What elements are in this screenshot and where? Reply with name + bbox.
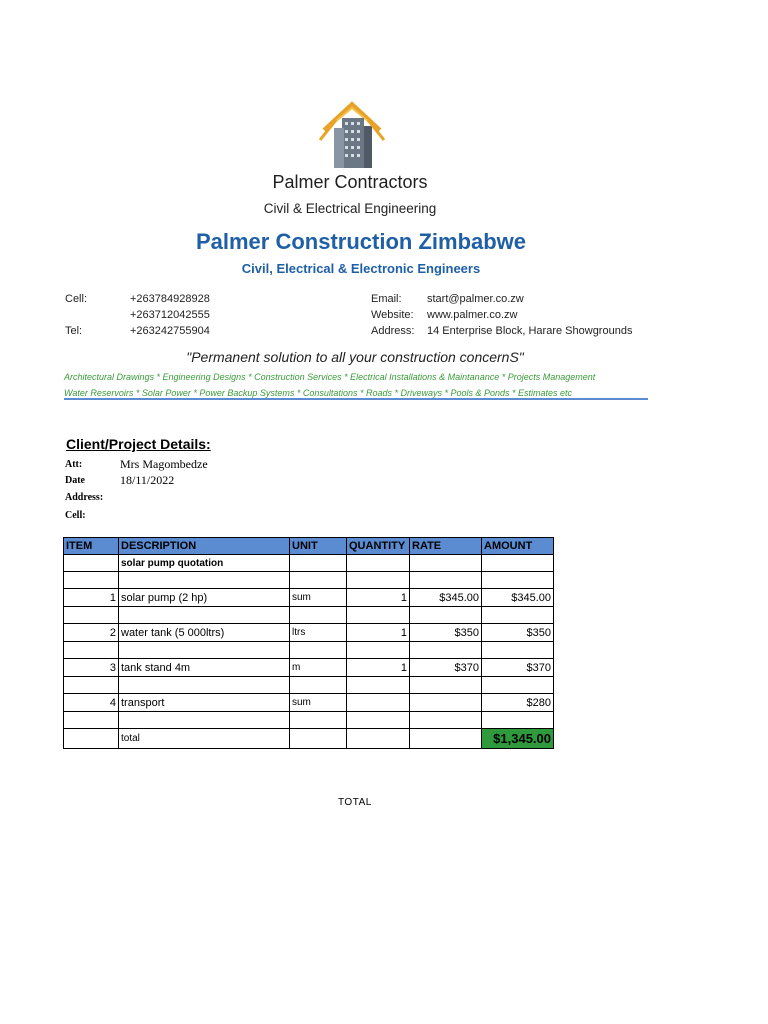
website-value: www.palmer.co.zw bbox=[427, 309, 518, 321]
total-label: total bbox=[119, 729, 290, 749]
table-row bbox=[64, 555, 554, 572]
date-value: 18/11/2022 bbox=[120, 473, 175, 487]
item-rate: $370 bbox=[410, 659, 482, 677]
header-divider bbox=[64, 398, 648, 400]
date-label: Date bbox=[65, 475, 85, 486]
company-name: Palmer Construction Zimbabwe bbox=[195, 229, 527, 254]
item-rate: $350 bbox=[410, 624, 482, 642]
table-row bbox=[64, 607, 554, 624]
item-description: water tank (5 000ltrs) bbox=[119, 624, 290, 642]
item-description: tank stand 4m bbox=[119, 659, 290, 677]
address-value: 14 Enterprise Block, Harare Showgrounds bbox=[427, 325, 633, 337]
table-row bbox=[64, 572, 554, 589]
table-row bbox=[64, 642, 554, 659]
table-row bbox=[64, 712, 554, 729]
quotation-heading: solar pump quotation bbox=[119, 555, 290, 572]
total-amount: $1,345.00 bbox=[482, 729, 554, 749]
brand-subtitle: Civil & Electrical Engineering bbox=[263, 201, 437, 216]
item-number: 2 bbox=[64, 624, 119, 642]
tel-label: Tel: bbox=[65, 325, 83, 337]
item-quantity: 1 bbox=[347, 659, 410, 677]
item-description: solar pump (2 hp) bbox=[119, 589, 290, 607]
header-quantity: QUANTITY bbox=[347, 538, 410, 555]
header-amount: AMOUNT bbox=[482, 538, 554, 555]
brand-name: Palmer Contractors bbox=[272, 172, 428, 192]
client-address-label: Address: bbox=[65, 492, 104, 503]
table-row bbox=[64, 694, 554, 712]
header-item: ITEM bbox=[64, 538, 119, 555]
item-rate: $345.00 bbox=[410, 589, 482, 607]
att-value: Mrs Magombedze bbox=[120, 457, 208, 471]
website-label: Website: bbox=[371, 309, 414, 321]
att-label: Att: bbox=[65, 459, 83, 470]
table-row bbox=[64, 659, 554, 677]
item-quantity: 1 bbox=[347, 589, 410, 607]
services-line-1: Architectural Drawings * Engineering Designs * Construction Services * Electrical Installations & Maintanance * Projects Management bbox=[64, 372, 596, 382]
table-row bbox=[64, 677, 554, 694]
item-quantity bbox=[347, 694, 410, 712]
item-rate bbox=[410, 694, 482, 712]
item-unit: m bbox=[290, 659, 347, 677]
item-number: 3 bbox=[64, 659, 119, 677]
cell-label: Cell: bbox=[65, 293, 88, 305]
table-row bbox=[64, 624, 554, 642]
tel-number: +263242755904 bbox=[130, 325, 210, 337]
table-header-row bbox=[64, 538, 554, 555]
item-amount: $370 bbox=[482, 659, 554, 677]
client-cell-label: Cell: bbox=[65, 510, 86, 521]
item-unit: sum bbox=[290, 694, 347, 712]
services-line-2: Water Reservoirs * Solar Power * Power Backup Systems * Consultations * Roads * Driveways * Pools & Ponds * Estimates etc bbox=[64, 388, 573, 398]
company-subtitle: Civil, Electrical & Electronic Engineers bbox=[241, 261, 481, 276]
header-rate: RATE bbox=[410, 538, 482, 555]
item-amount: $280 bbox=[482, 694, 554, 712]
table-total-row bbox=[64, 729, 554, 749]
item-amount: $345.00 bbox=[482, 589, 554, 607]
item-unit: sum bbox=[290, 589, 347, 607]
table-row bbox=[64, 589, 554, 607]
footer-total-label: TOTAL bbox=[338, 797, 372, 808]
address-label: Address: bbox=[371, 325, 415, 337]
item-description: transport bbox=[119, 694, 290, 712]
header-unit: UNIT bbox=[290, 538, 347, 555]
company-logo bbox=[316, 100, 388, 172]
quotation-table bbox=[63, 537, 554, 749]
client-details-title: Client/Project Details: bbox=[66, 436, 211, 452]
email-value: start@palmer.co.zw bbox=[427, 293, 524, 305]
cell-number-2: +263712042555 bbox=[130, 309, 210, 321]
item-number: 4 bbox=[64, 694, 119, 712]
item-number: 1 bbox=[64, 589, 119, 607]
header-description: DESCRIPTION bbox=[119, 538, 290, 555]
email-label: Email: bbox=[371, 293, 402, 305]
cell-number-1: +263784928928 bbox=[130, 293, 210, 305]
tagline: "Permanent solution to all your construction concernS" bbox=[186, 349, 524, 365]
item-unit: ltrs bbox=[290, 624, 347, 642]
item-amount: $350 bbox=[482, 624, 554, 642]
item-quantity: 1 bbox=[347, 624, 410, 642]
